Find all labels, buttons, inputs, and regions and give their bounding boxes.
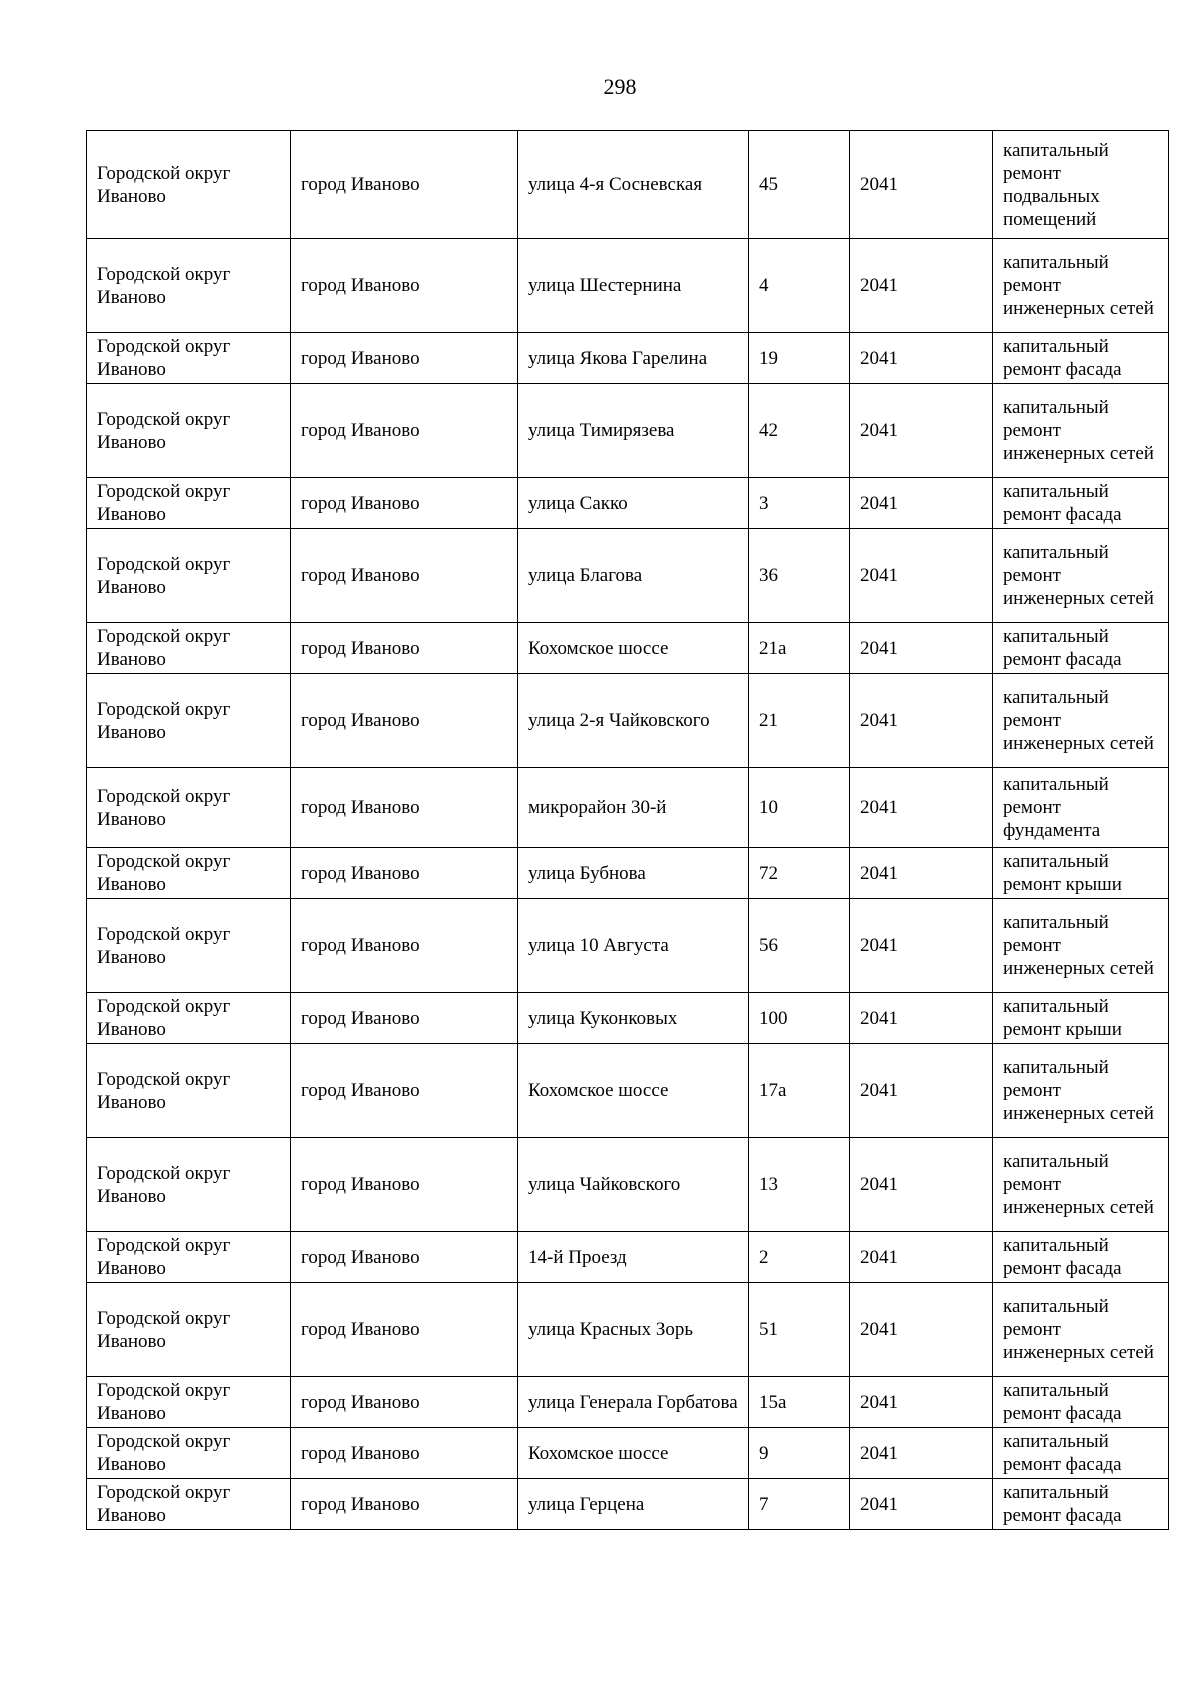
cell-year: 2041 [850,384,993,478]
table-row [87,848,1169,899]
cell-year: 2041 [850,674,993,768]
table-row [87,993,1169,1044]
cell-year: 2041 [850,1044,993,1138]
cell-year: 2041 [850,848,993,899]
cell-city: город Иваново [291,1377,518,1428]
cell-district: Городской округ Иваново [87,239,291,333]
cell-city: город Иваново [291,899,518,993]
cell-work: капитальный ремонт подвальных помещений [993,131,1169,239]
cell-house: 17а [749,1044,850,1138]
page-number: 298 [603,74,637,99]
table-row [87,1283,1169,1377]
cell-city: город Иваново [291,848,518,899]
cell-street: улица Сакко [518,478,749,529]
cell-city: город Иваново [291,1044,518,1138]
cell-street: Кохомское шоссе [518,1428,749,1479]
table-row [87,1377,1169,1428]
cell-district: Городской округ Иваново [87,1479,291,1530]
table-row [87,131,1169,239]
cell-work: капитальный ремонт инженерных сетей [993,529,1169,623]
cell-work: капитальный ремонт инженерных сетей [993,239,1169,333]
cell-district: Городской округ Иваново [87,1377,291,1428]
cell-house: 2 [749,1232,850,1283]
cell-work: капитальный ремонт фасада [993,1232,1169,1283]
cell-house: 13 [749,1138,850,1232]
cell-street: микрорайон 30-й [518,768,749,848]
cell-city: город Иваново [291,529,518,623]
cell-year: 2041 [850,1428,993,1479]
cell-year: 2041 [850,768,993,848]
cell-house: 56 [749,899,850,993]
table-row [87,1428,1169,1479]
cell-house: 10 [749,768,850,848]
cell-year: 2041 [850,1479,993,1530]
cell-street: улица Якова Гарелина [518,333,749,384]
cell-year: 2041 [850,1377,993,1428]
cell-work: капитальный ремонт инженерных сетей [993,674,1169,768]
cell-work: капитальный ремонт фасада [993,333,1169,384]
cell-district: Городской округ Иваново [87,993,291,1044]
cell-house: 21 [749,674,850,768]
cell-work: капитальный ремонт фундамента [993,768,1169,848]
cell-house: 3 [749,478,850,529]
cell-street: улица Благова [518,529,749,623]
table-row [87,384,1169,478]
cell-street: улица Бубнова [518,848,749,899]
cell-district: Городской округ Иваново [87,384,291,478]
cell-work: капитальный ремонт инженерных сетей [993,384,1169,478]
cell-city: город Иваново [291,1232,518,1283]
cell-work: капитальный ремонт фасада [993,623,1169,674]
cell-street: Кохомское шоссе [518,1044,749,1138]
cell-city: город Иваново [291,239,518,333]
cell-city: город Иваново [291,1283,518,1377]
cell-street: улица 10 Августа [518,899,749,993]
cell-street: улица 4-я Сосневская [518,131,749,239]
cell-house: 15а [749,1377,850,1428]
cell-work: капитальный ремонт инженерных сетей [993,1044,1169,1138]
table-row [87,623,1169,674]
cell-city: город Иваново [291,478,518,529]
cell-year: 2041 [850,899,993,993]
cell-city: город Иваново [291,384,518,478]
cell-year: 2041 [850,1138,993,1232]
cell-city: город Иваново [291,768,518,848]
table-row [87,529,1169,623]
cell-work: капитальный ремонт инженерных сетей [993,1138,1169,1232]
cell-house: 4 [749,239,850,333]
cell-year: 2041 [850,333,993,384]
cell-work: капитальный ремонт фасада [993,478,1169,529]
cell-work: капитальный ремонт фасада [993,1479,1169,1530]
cell-city: город Иваново [291,131,518,239]
cell-district: Городской округ Иваново [87,1283,291,1377]
cell-work: капитальный ремонт инженерных сетей [993,899,1169,993]
cell-house: 45 [749,131,850,239]
cell-city: город Иваново [291,993,518,1044]
cell-year: 2041 [850,478,993,529]
cell-district: Городской округ Иваново [87,848,291,899]
cell-street: улица Шестернина [518,239,749,333]
cell-district: Городской округ Иваново [87,478,291,529]
cell-district: Городской округ Иваново [87,623,291,674]
table-row [87,674,1169,768]
cell-street: улица Тимирязева [518,384,749,478]
cell-district: Городской округ Иваново [87,1138,291,1232]
cell-house: 19 [749,333,850,384]
cell-district: Городской округ Иваново [87,529,291,623]
table-row [87,239,1169,333]
cell-year: 2041 [850,131,993,239]
cell-work: капитальный ремонт крыши [993,848,1169,899]
cell-year: 2041 [850,623,993,674]
cell-street: улица Герцена [518,1479,749,1530]
table-row [87,899,1169,993]
cell-city: город Иваново [291,1428,518,1479]
cell-house: 51 [749,1283,850,1377]
cell-house: 72 [749,848,850,899]
cell-year: 2041 [850,1232,993,1283]
cell-street: улица Чайковского [518,1138,749,1232]
cell-city: город Иваново [291,1479,518,1530]
cell-city: город Иваново [291,674,518,768]
cell-city: город Иваново [291,333,518,384]
cell-year: 2041 [850,529,993,623]
table-row [87,1044,1169,1138]
cell-house: 42 [749,384,850,478]
cell-street: Кохомское шоссе [518,623,749,674]
table-row [87,1138,1169,1232]
cell-work: капитальный ремонт фасада [993,1428,1169,1479]
cell-street: 14-й Проезд [518,1232,749,1283]
repair-schedule-table [86,130,1169,1530]
table-row [87,1479,1169,1530]
cell-house: 7 [749,1479,850,1530]
cell-year: 2041 [850,1283,993,1377]
cell-house: 100 [749,993,850,1044]
table-body [87,131,1169,1530]
cell-district: Городской округ Иваново [87,674,291,768]
cell-house: 9 [749,1428,850,1479]
cell-district: Городской округ Иваново [87,768,291,848]
cell-work: капитальный ремонт инженерных сетей [993,1283,1169,1377]
cell-district: Городской округ Иваново [87,333,291,384]
table-row [87,1232,1169,1283]
cell-street: улица Красных Зорь [518,1283,749,1377]
cell-district: Городской округ Иваново [87,1044,291,1138]
cell-year: 2041 [850,239,993,333]
cell-work: капитальный ремонт крыши [993,993,1169,1044]
table-row [87,478,1169,529]
cell-work: капитальный ремонт фасада [993,1377,1169,1428]
table-row [87,768,1169,848]
table-row [87,333,1169,384]
cell-street: улица Куконковых [518,993,749,1044]
cell-city: город Иваново [291,1138,518,1232]
cell-house: 21а [749,623,850,674]
cell-district: Городской округ Иваново [87,1428,291,1479]
cell-district: Городской округ Иваново [87,899,291,993]
cell-district: Городской округ Иваново [87,1232,291,1283]
cell-street: улица 2-я Чайковского [518,674,749,768]
cell-city: город Иваново [291,623,518,674]
cell-year: 2041 [850,993,993,1044]
cell-house: 36 [749,529,850,623]
cell-district: Городской округ Иваново [87,131,291,239]
cell-street: улица Генерала Горбатова [518,1377,749,1428]
